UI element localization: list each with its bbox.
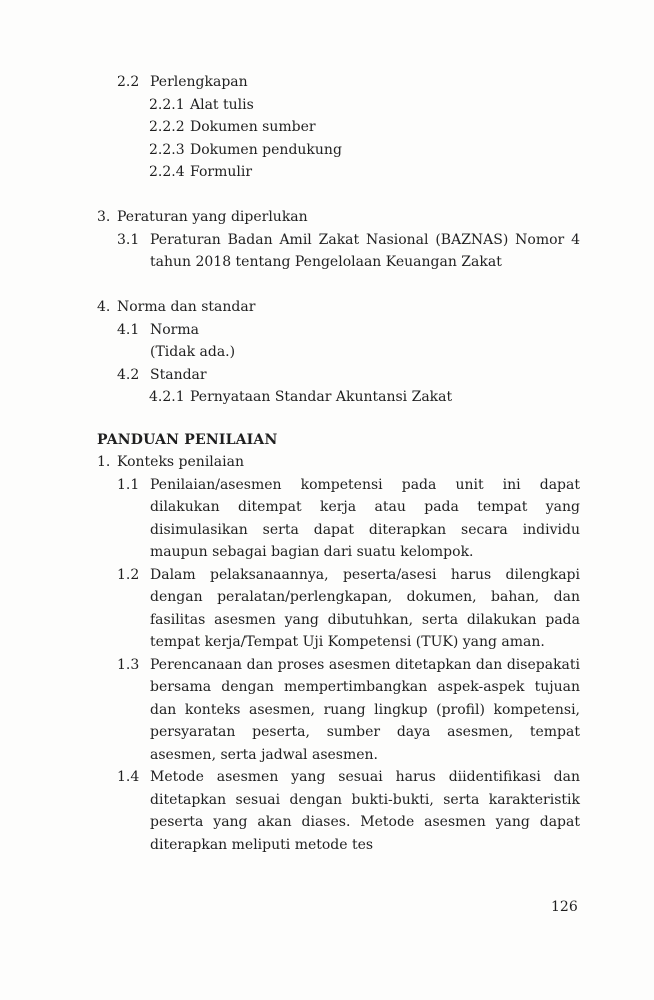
item-number: 1.3 [117,656,140,673]
item-text: Pernyataan Standar Akuntansi Zakat [190,389,453,405]
item-text: (Tidak ada.) [150,344,236,360]
list-item-4-1-note [117,341,580,364]
item-number: 4.1 [117,321,140,338]
item-number: 2.2.1 [149,96,185,113]
item-text: Formulir [190,164,253,180]
list-item-1-4 [117,766,580,856]
list-item-3-1 [117,229,580,274]
item-number: 2.2.2 [149,119,185,135]
list-item-2-2-3 [149,139,580,162]
item-text: Standar [150,366,207,383]
list-item-2-2 [117,71,580,94]
item-number: 1. [97,454,111,470]
item-text: Perencanaan dan proses asesmen ditetapkan dan disepakati bersama dengan mempertimbangkan aspek-aspek tujuan dan konteks asesmen, ruang lingkup (profil) kompetensi, persyaratan peserta, sumber daya asesmen, tempat asesmen, serta jadwal asesmen. [150,656,580,763]
item-number: 1.4 [117,769,140,785]
list-item-4-2-1 [149,386,580,409]
list-item-2-2-4 [149,161,580,184]
list-item-2-2-2 [149,116,580,139]
section-heading-1 [97,451,580,474]
item-text: Perlengkapan [150,74,248,90]
item-text: Alat tulis [190,96,254,113]
list-item-2-2-1 [149,94,580,117]
item-number: 4.2.1 [149,389,185,405]
list-item-1-2 [117,564,580,654]
list-item-4-1 [117,319,580,342]
item-number: 4.2 [117,366,140,383]
item-text: Metode asesmen yang sesuai harus diidentifikasi dan ditetapkan sesuai dengan bukti-bukti, serta karakteristik peserta yang akan diases. Metode asesmen yang dapat diterapkan meliputi metode tes [150,769,580,853]
item-text: Peraturan yang diperlukan [117,209,308,225]
section-heading-3 [97,206,580,229]
item-text: Peraturan Badan Amil Zakat Nasional (BAZNAS) Nomor 4 tahun 2018 tentang Pengelolaan Keuangan Zakat [150,231,580,270]
list-item-4-2 [117,364,580,387]
item-number: 2.2 [117,74,140,90]
section-heading-4 [97,296,580,319]
item-text: Norma dan standar [117,299,256,315]
list-item-1-3 [117,654,580,767]
list-item-1-1 [117,474,580,564]
item-text: Dokumen sumber [190,119,316,135]
item-text: Konteks penilaian [117,454,244,470]
item-text: Dalam pelaksanaannya, peserta/asesi harus dilengkapi dengan peralatan/perlengkapan, dokumen, bahan, dan fasilitas asesmen yang dibutuhkan, serta dilakukan pada tempat kerja/Tempat Uji Kompetensi (TUK) yang aman. [150,566,580,650]
item-number: 3.1 [117,231,140,248]
item-number: 3. [97,209,111,225]
item-number: 2.2.3 [149,141,185,158]
item-text: Norma [150,321,199,338]
item-number: 1.1 [117,476,140,493]
item-text: Dokumen pendukung [190,141,342,158]
item-number: 4. [97,299,111,315]
document-body [97,71,580,856]
item-text: Penilaian/asesmen kompetensi pada unit ini dapat dilakukan ditempat kerja atau pada tempat yang disimulasikan serta dapat diterapkan secara individu maupun sebagai bagian dari suatu kelompok. [150,476,580,560]
page-number: 126 [551,899,578,915]
section-title-panduan-penilaian: PANDUAN PENILAIAN [97,431,278,448]
item-number: 2.2.4 [149,164,185,180]
item-number: 1.2 [117,566,140,583]
